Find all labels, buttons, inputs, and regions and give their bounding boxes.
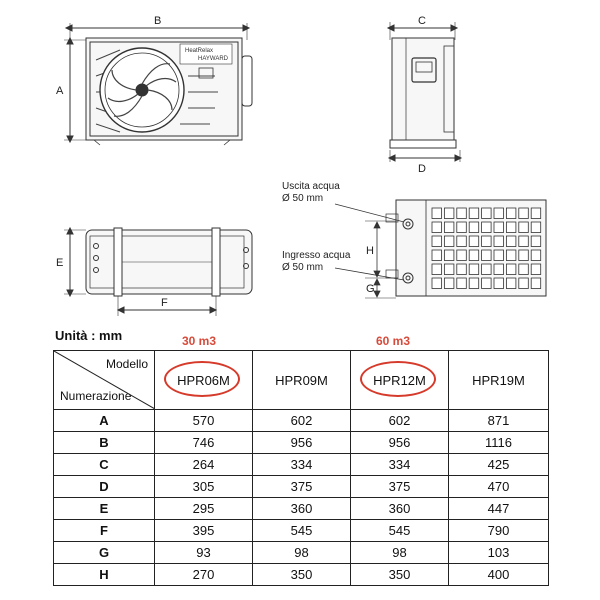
side-label-c: C [418, 15, 426, 27]
grille-cell [444, 278, 454, 289]
grille-cell [457, 250, 467, 261]
grille-cell [494, 208, 504, 219]
table-cell: 305 [155, 476, 253, 498]
model-name: HPR06M [177, 372, 230, 388]
grille-cell [519, 264, 529, 275]
table-cell: 395 [155, 520, 253, 542]
grille-cell [506, 236, 516, 247]
row-key: F [54, 520, 155, 542]
front-view [64, 23, 252, 145]
grille-cell [432, 208, 442, 219]
model-header-hpr12m [351, 351, 449, 410]
table-row [54, 520, 549, 542]
model-header-hpr06m [155, 351, 253, 410]
table-cell: 360 [253, 498, 351, 520]
brand-name: HeatRelax [185, 48, 214, 54]
table-cell: 956 [351, 432, 449, 454]
table-row [54, 476, 549, 498]
units-label: Unità : mm [55, 328, 123, 343]
grille-cell [531, 250, 541, 261]
table-cell: 447 [449, 498, 549, 520]
model-name: HPR09M [275, 372, 328, 388]
table-cell: 93 [155, 542, 253, 564]
table-row [54, 498, 549, 520]
grille-cell [519, 236, 529, 247]
table-cell: 1116 [449, 432, 549, 454]
top-label-e: E [56, 257, 64, 269]
row-key: E [54, 498, 155, 520]
table-cell: 400 [449, 564, 549, 586]
table-row [54, 454, 549, 476]
table-row [54, 432, 549, 454]
grille-cell [432, 236, 442, 247]
model-name: HPR12M [373, 372, 426, 388]
table-cell: 790 [449, 520, 549, 542]
grille-cell [482, 222, 492, 233]
table-cell: 871 [449, 410, 549, 432]
rear-label-g: G [366, 283, 375, 295]
table-cell: 956 [253, 432, 351, 454]
row-key: A [54, 410, 155, 432]
table-cell: 470 [449, 476, 549, 498]
grille-cell [531, 278, 541, 289]
row-key: H [54, 564, 155, 586]
model-name: HPR19M [472, 372, 525, 388]
table-cell: 270 [155, 564, 253, 586]
grille-cell [519, 208, 529, 219]
grille-cell [457, 208, 467, 219]
table-cell: 98 [351, 542, 449, 564]
grille-cell [531, 222, 541, 233]
capacity-label-30: 30 m3 [182, 334, 217, 348]
grille-cell [432, 222, 442, 233]
rear-label-h: H [366, 245, 374, 257]
table-row [54, 564, 549, 586]
grille-cell [519, 222, 529, 233]
inlet-label: Ingresso acqua [282, 250, 351, 261]
row-key: C [54, 454, 155, 476]
grille-cell [469, 250, 479, 261]
grille-cell [482, 208, 492, 219]
table-cell: 425 [449, 454, 549, 476]
grille-cell [469, 208, 479, 219]
table-cell: 545 [351, 520, 449, 542]
row-key: G [54, 542, 155, 564]
model-header-hpr19m [449, 351, 549, 410]
grille-cell [494, 222, 504, 233]
table-cell: 602 [351, 410, 449, 432]
grille-cell [494, 250, 504, 261]
grille-cell [444, 208, 454, 219]
grille-cell [457, 278, 467, 289]
table-cell: 375 [351, 476, 449, 498]
grille-cell [444, 236, 454, 247]
table-cell: 350 [351, 564, 449, 586]
grille-cell [469, 264, 479, 275]
side-view [388, 22, 461, 162]
corner-numbering-label: Numerazione [60, 389, 132, 403]
row-key: D [54, 476, 155, 498]
table-row [54, 410, 549, 432]
table-cell: 350 [253, 564, 351, 586]
table-cell: 360 [351, 498, 449, 520]
grille-cell [444, 250, 454, 261]
grille-cell [469, 278, 479, 289]
outlet-size: Ø 50 mm [282, 193, 324, 204]
table-header-row [54, 351, 549, 410]
table-cell: 570 [155, 410, 253, 432]
inlet-size: Ø 50 mm [282, 262, 324, 273]
table-corner-cell [54, 351, 155, 410]
grille-cell [469, 236, 479, 247]
grille-cell [432, 264, 442, 275]
table-row [54, 542, 549, 564]
top-view [64, 228, 252, 316]
table-cell: 545 [253, 520, 351, 542]
grille-cell [457, 222, 467, 233]
grille-cell [494, 264, 504, 275]
model-header-hpr09m [253, 351, 351, 410]
grille-cell [531, 208, 541, 219]
grille-cell [432, 250, 442, 261]
table-cell: 375 [253, 476, 351, 498]
grille-cell [482, 236, 492, 247]
row-key: B [54, 432, 155, 454]
grille-cell [506, 264, 516, 275]
table-cell: 746 [155, 432, 253, 454]
grille-cell [519, 278, 529, 289]
corner-model-label: Modello [105, 357, 148, 371]
grille-cell [469, 222, 479, 233]
grille-cell [494, 236, 504, 247]
top-label-f: F [161, 297, 168, 309]
grille-cell [506, 250, 516, 261]
grille-cell [531, 236, 541, 247]
table-cell: 98 [253, 542, 351, 564]
grille-cell [506, 278, 516, 289]
front-label-a: A [56, 85, 64, 97]
grille-cell [482, 250, 492, 261]
front-label-b: B [154, 15, 162, 27]
dimensions-table [53, 350, 549, 586]
table-cell: 264 [155, 454, 253, 476]
grille-cell [444, 222, 454, 233]
table-cell: 602 [253, 410, 351, 432]
brand-manufacturer: HAYWARD [198, 56, 228, 62]
grille-cell [506, 208, 516, 219]
grille-cell [482, 264, 492, 275]
table-cell: 334 [351, 454, 449, 476]
table-cell: 334 [253, 454, 351, 476]
grille-cell [432, 278, 442, 289]
grille-cell [457, 236, 467, 247]
grille-cell [506, 222, 516, 233]
grille-cell [494, 278, 504, 289]
table-cell: 103 [449, 542, 549, 564]
grille-cell [531, 264, 541, 275]
grille-cell [457, 264, 467, 275]
grille-cell [444, 264, 454, 275]
grille-cell [519, 250, 529, 261]
table-cell: 295 [155, 498, 253, 520]
side-label-d: D [418, 163, 426, 175]
outlet-label: Uscita acqua [282, 181, 340, 192]
grille-cell [482, 278, 492, 289]
capacity-label-60: 60 m3 [376, 334, 411, 348]
